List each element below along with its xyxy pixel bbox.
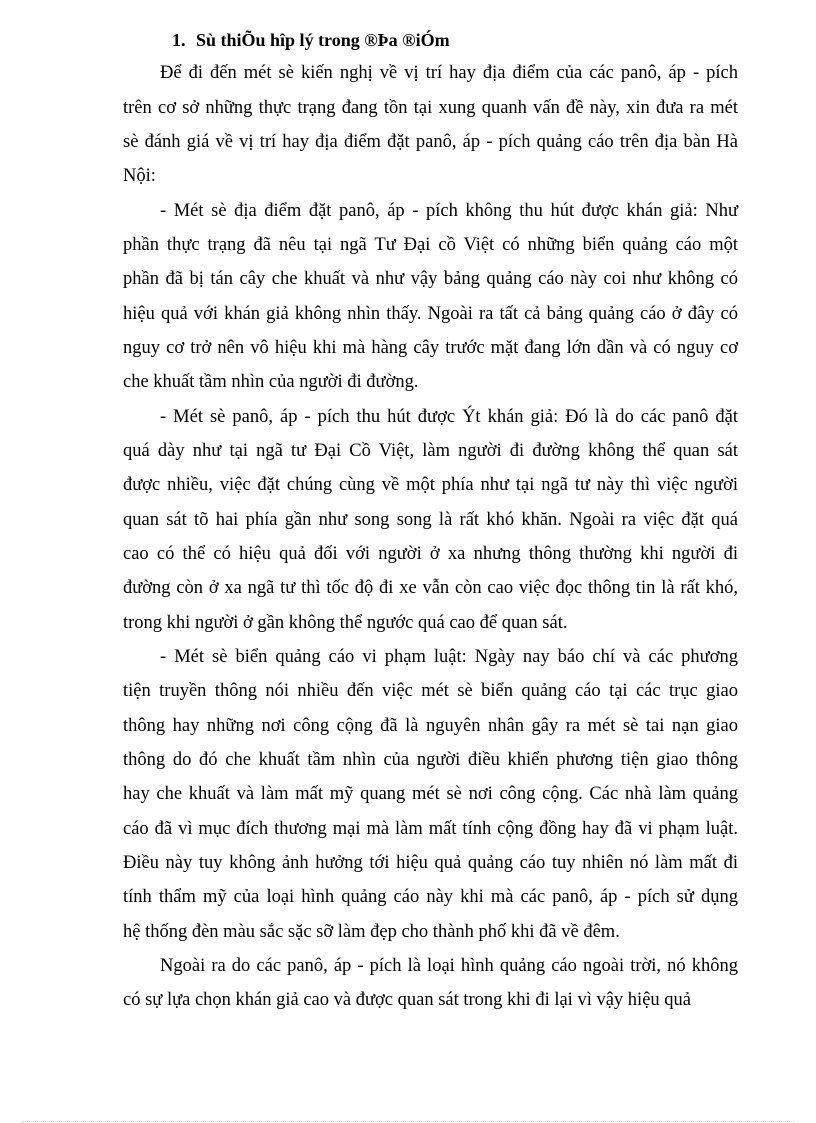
- paragraph-line: quá dày như tại ngã tư Đại Cồ Việt, làm người đi đường không thể quan sát: [123, 441, 738, 461]
- paragraph-line: có sự lựa chọn khán giả cao và được quan sát trong khi đi lại vì vậy hiệu quả: [123, 990, 691, 1010]
- paragraph-line: - Mét sè panô, áp - pích thu hút được Ýt khán giả: Đó là do các panô đặt: [160, 407, 738, 427]
- paragraph-line: hệ thống đèn màu sắc sặc sỡ làm đẹp cho thành phố khi đã về đêm.: [123, 922, 620, 942]
- paragraph-line: sè đánh giá về vị trí hay địa điểm đặt panô, áp - pích quảng cáo trên địa bàn Hà: [123, 132, 738, 152]
- section-heading: [172, 27, 450, 53]
- paragraph-line: được nhiều, việc đặt chúng cùng về một phía như tại ngã tư này thì việc người: [123, 475, 738, 495]
- section-title: Sù thiÕu hîp lý trong ®Þa ®iÓm: [196, 30, 450, 50]
- paragraph-line: cáo đã vì mục đích thương mại mà làm mất tính cộng đồng hay đã vi phạm luật.: [123, 819, 738, 839]
- paragraph-line: quan sát tõ hai phía gần như song song là rất khó khăn. Ngoài ra việc đặt quá: [123, 510, 738, 530]
- paragraph-line: hay che khuất và làm mất mỹ quang mét sè nơi công cộng. Các nhà làm quảng: [123, 784, 738, 804]
- paragraph-line: che khuất tầm nhìn của người đi đường.: [123, 372, 419, 392]
- paragraph-line: đường còn ở xa ngã tư thì tốc độ đi xe vẫn còn cao việc đọc thông tin là rất khó,: [123, 578, 738, 598]
- page-bottom-border: [22, 1121, 794, 1122]
- paragraph-line: Ngoài ra do các panô, áp - pích là loại hình quảng cáo ngoài trời, nó không: [160, 956, 738, 976]
- paragraph-line: - Mét sè địa điểm đặt panô, áp - pích không thu hút được khán giả: Như: [160, 201, 738, 221]
- paragraph-line: thông hay những nơi công cộng đã là nguyên nhân gây ra mét sè tai nạn giao: [123, 716, 738, 736]
- paragraph-line: nguy cơ trở nên vô hiệu khi mà hàng cây trước mặt đang lớn dần và có nguy cơ: [123, 338, 738, 358]
- paragraph-line: Để đi đến mét sè kiến nghị về vị trí hay địa điểm của các panô, áp - pích: [160, 63, 738, 83]
- paragraph-line: phần đã bị tán cây che khuất và như vậy bảng quảng cáo này coi như không có: [123, 269, 738, 289]
- paragraph-line: trên cơ sở những thực trạng đang tồn tại xung quanh vấn đề này, xin đưa ra mét: [123, 98, 738, 118]
- paragraph-line: Nội:: [123, 166, 156, 186]
- paragraph-line: tính thẩm mỹ của loại hình quảng cáo này khi mà các panô, áp - pích sử dụng: [123, 887, 738, 907]
- paragraph-line: cao có thể có hiệu quả đối với người ở xa nhưng thông thường khi người đi: [123, 544, 738, 564]
- paragraph-line: - Mét sè biển quảng cáo vi phạm luật: Ngày nay báo chí và các phương: [160, 647, 738, 667]
- paragraph-line: tiện truyền thông nói nhiều đến việc mét sè biển quảng cáo tại các trục giao: [123, 681, 738, 701]
- section-number: 1.: [172, 30, 186, 50]
- paragraph-line: hiệu quả với khán giả không nhìn thấy. Ngoài ra tất cả bảng quảng cáo ở đây có: [123, 304, 738, 324]
- paragraph-line: Điều này tuy không ảnh hưởng tới hiệu quả quảng cáo tuy nhiên nó làm mất đi: [123, 853, 738, 873]
- paragraph-line: trong khi người ở gần không thể ngước quá cao để quan sát.: [123, 613, 568, 633]
- paragraph-line: phần thực trạng đã nêu tại ngã Tư Đại cồ Việt có những biển quảng cáo một: [123, 235, 738, 255]
- paragraph-line: thông do đó che khuất tầm nhìn của người điều khiển phương tiện giao thông: [123, 750, 738, 770]
